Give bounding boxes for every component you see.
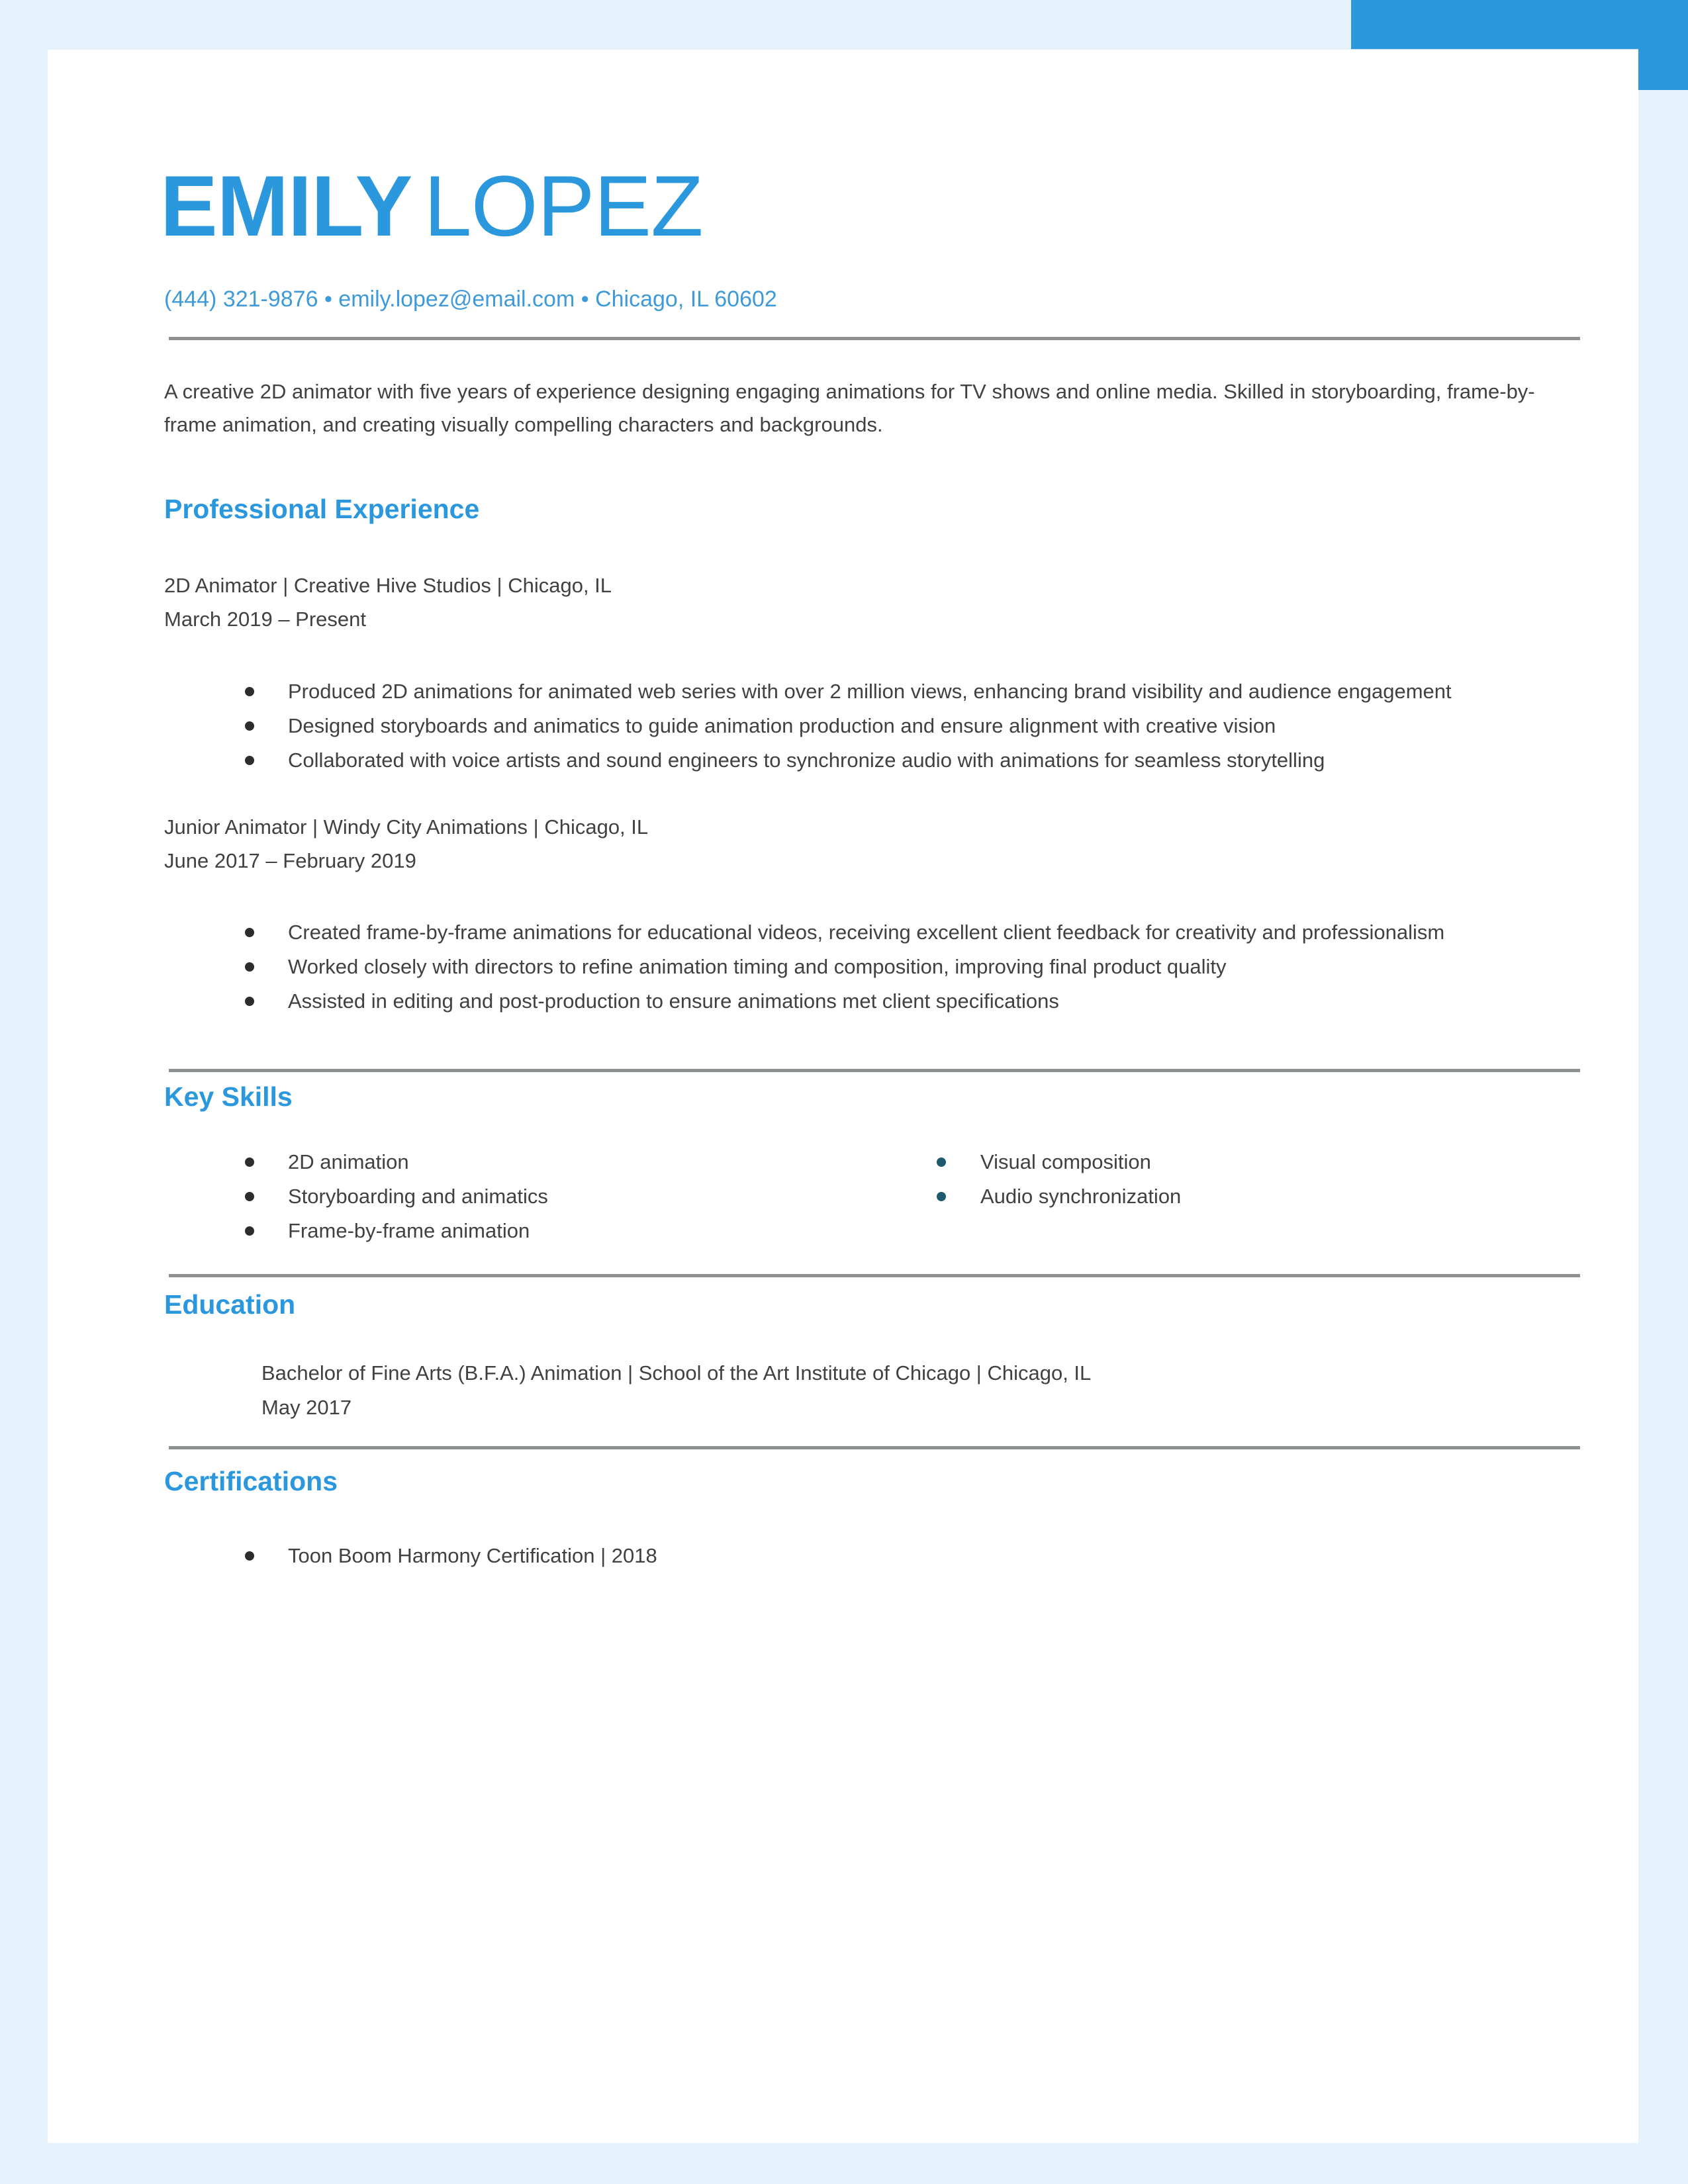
right-edge-accent-bar	[1638, 0, 1688, 90]
skill-item: Visual composition	[937, 1145, 1532, 1179]
candidate-last-name: LOPEZ	[424, 158, 703, 254]
job-dates: March 2019 – Present	[164, 608, 367, 631]
skill-item: 2D animation	[245, 1145, 841, 1179]
education-date: May 2017	[261, 1396, 352, 1419]
job-heading: Junior Animator | Windy City Animations | Chicago, IL	[164, 815, 649, 839]
divider-rule	[169, 1274, 1580, 1277]
top-right-accent-bar	[1351, 0, 1688, 49]
candidate-first-name: EMILY	[160, 158, 412, 254]
resume-sheet	[48, 50, 1638, 2143]
professional-summary: A creative 2D animator with five years of experience designing engaging animations for TV shows and online media. Skilled in storyboarding, frame-by-frame animation, and creating visually compelling characters and backgrounds.	[164, 380, 1535, 436]
divider-rule	[169, 337, 1580, 340]
divider-rule	[169, 1446, 1580, 1449]
section-heading-certifications: Certifications	[164, 1466, 338, 1496]
skills-column-left	[218, 1145, 841, 1248]
job-heading: 2D Animator | Creative Hive Studios | Chicago, IL	[164, 574, 612, 597]
candidate-name	[160, 158, 703, 254]
job-bullet: Worked closely with directors to refine animation timing and composition, improving final product quality	[245, 950, 1609, 984]
education-entry	[261, 1356, 1091, 1425]
skill-item: Frame-by-frame animation	[245, 1214, 841, 1248]
certification-list	[218, 1539, 1609, 1573]
job-bullet: Created frame-by-frame animations for educational videos, receiving excellent client feedback for creativity and professionalism	[245, 915, 1609, 950]
divider-rule	[169, 1069, 1580, 1072]
job-bullet: Collaborated with voice artists and sound engineers to synchronize audio with animations for seamless storytelling	[245, 743, 1609, 778]
section-heading-education: Education	[164, 1289, 296, 1320]
section-heading-experience: Professional Experience	[164, 494, 480, 524]
job-bullet: Designed storyboards and animatics to guide animation production and ensure alignment with creative vision	[245, 709, 1609, 743]
contact-line: (444) 321-9876 • emily.lopez@email.com • Chicago, IL 60602	[164, 287, 777, 312]
job-bullet: Produced 2D animations for animated web series with over 2 million views, enhancing brand visibility and audience engagement	[245, 674, 1609, 709]
job-dates: June 2017 – February 2019	[164, 849, 416, 872]
skills-column-right	[910, 1145, 1532, 1214]
job-bullet-list	[218, 915, 1609, 1019]
education-degree-line: Bachelor of Fine Arts (B.F.A.) Animation | School of the Art Institute of Chicago | Chicago, IL	[261, 1361, 1092, 1385]
skill-item: Storyboarding and animatics	[245, 1179, 841, 1214]
skill-item: Audio synchronization	[937, 1179, 1532, 1214]
job-bullet: Assisted in editing and post-production to ensure animations met client specifications	[245, 984, 1609, 1019]
job-bullet-list	[218, 674, 1609, 778]
certification-item: Toon Boom Harmony Certification | 2018	[245, 1539, 1609, 1573]
section-heading-key-skills: Key Skills	[164, 1081, 293, 1112]
